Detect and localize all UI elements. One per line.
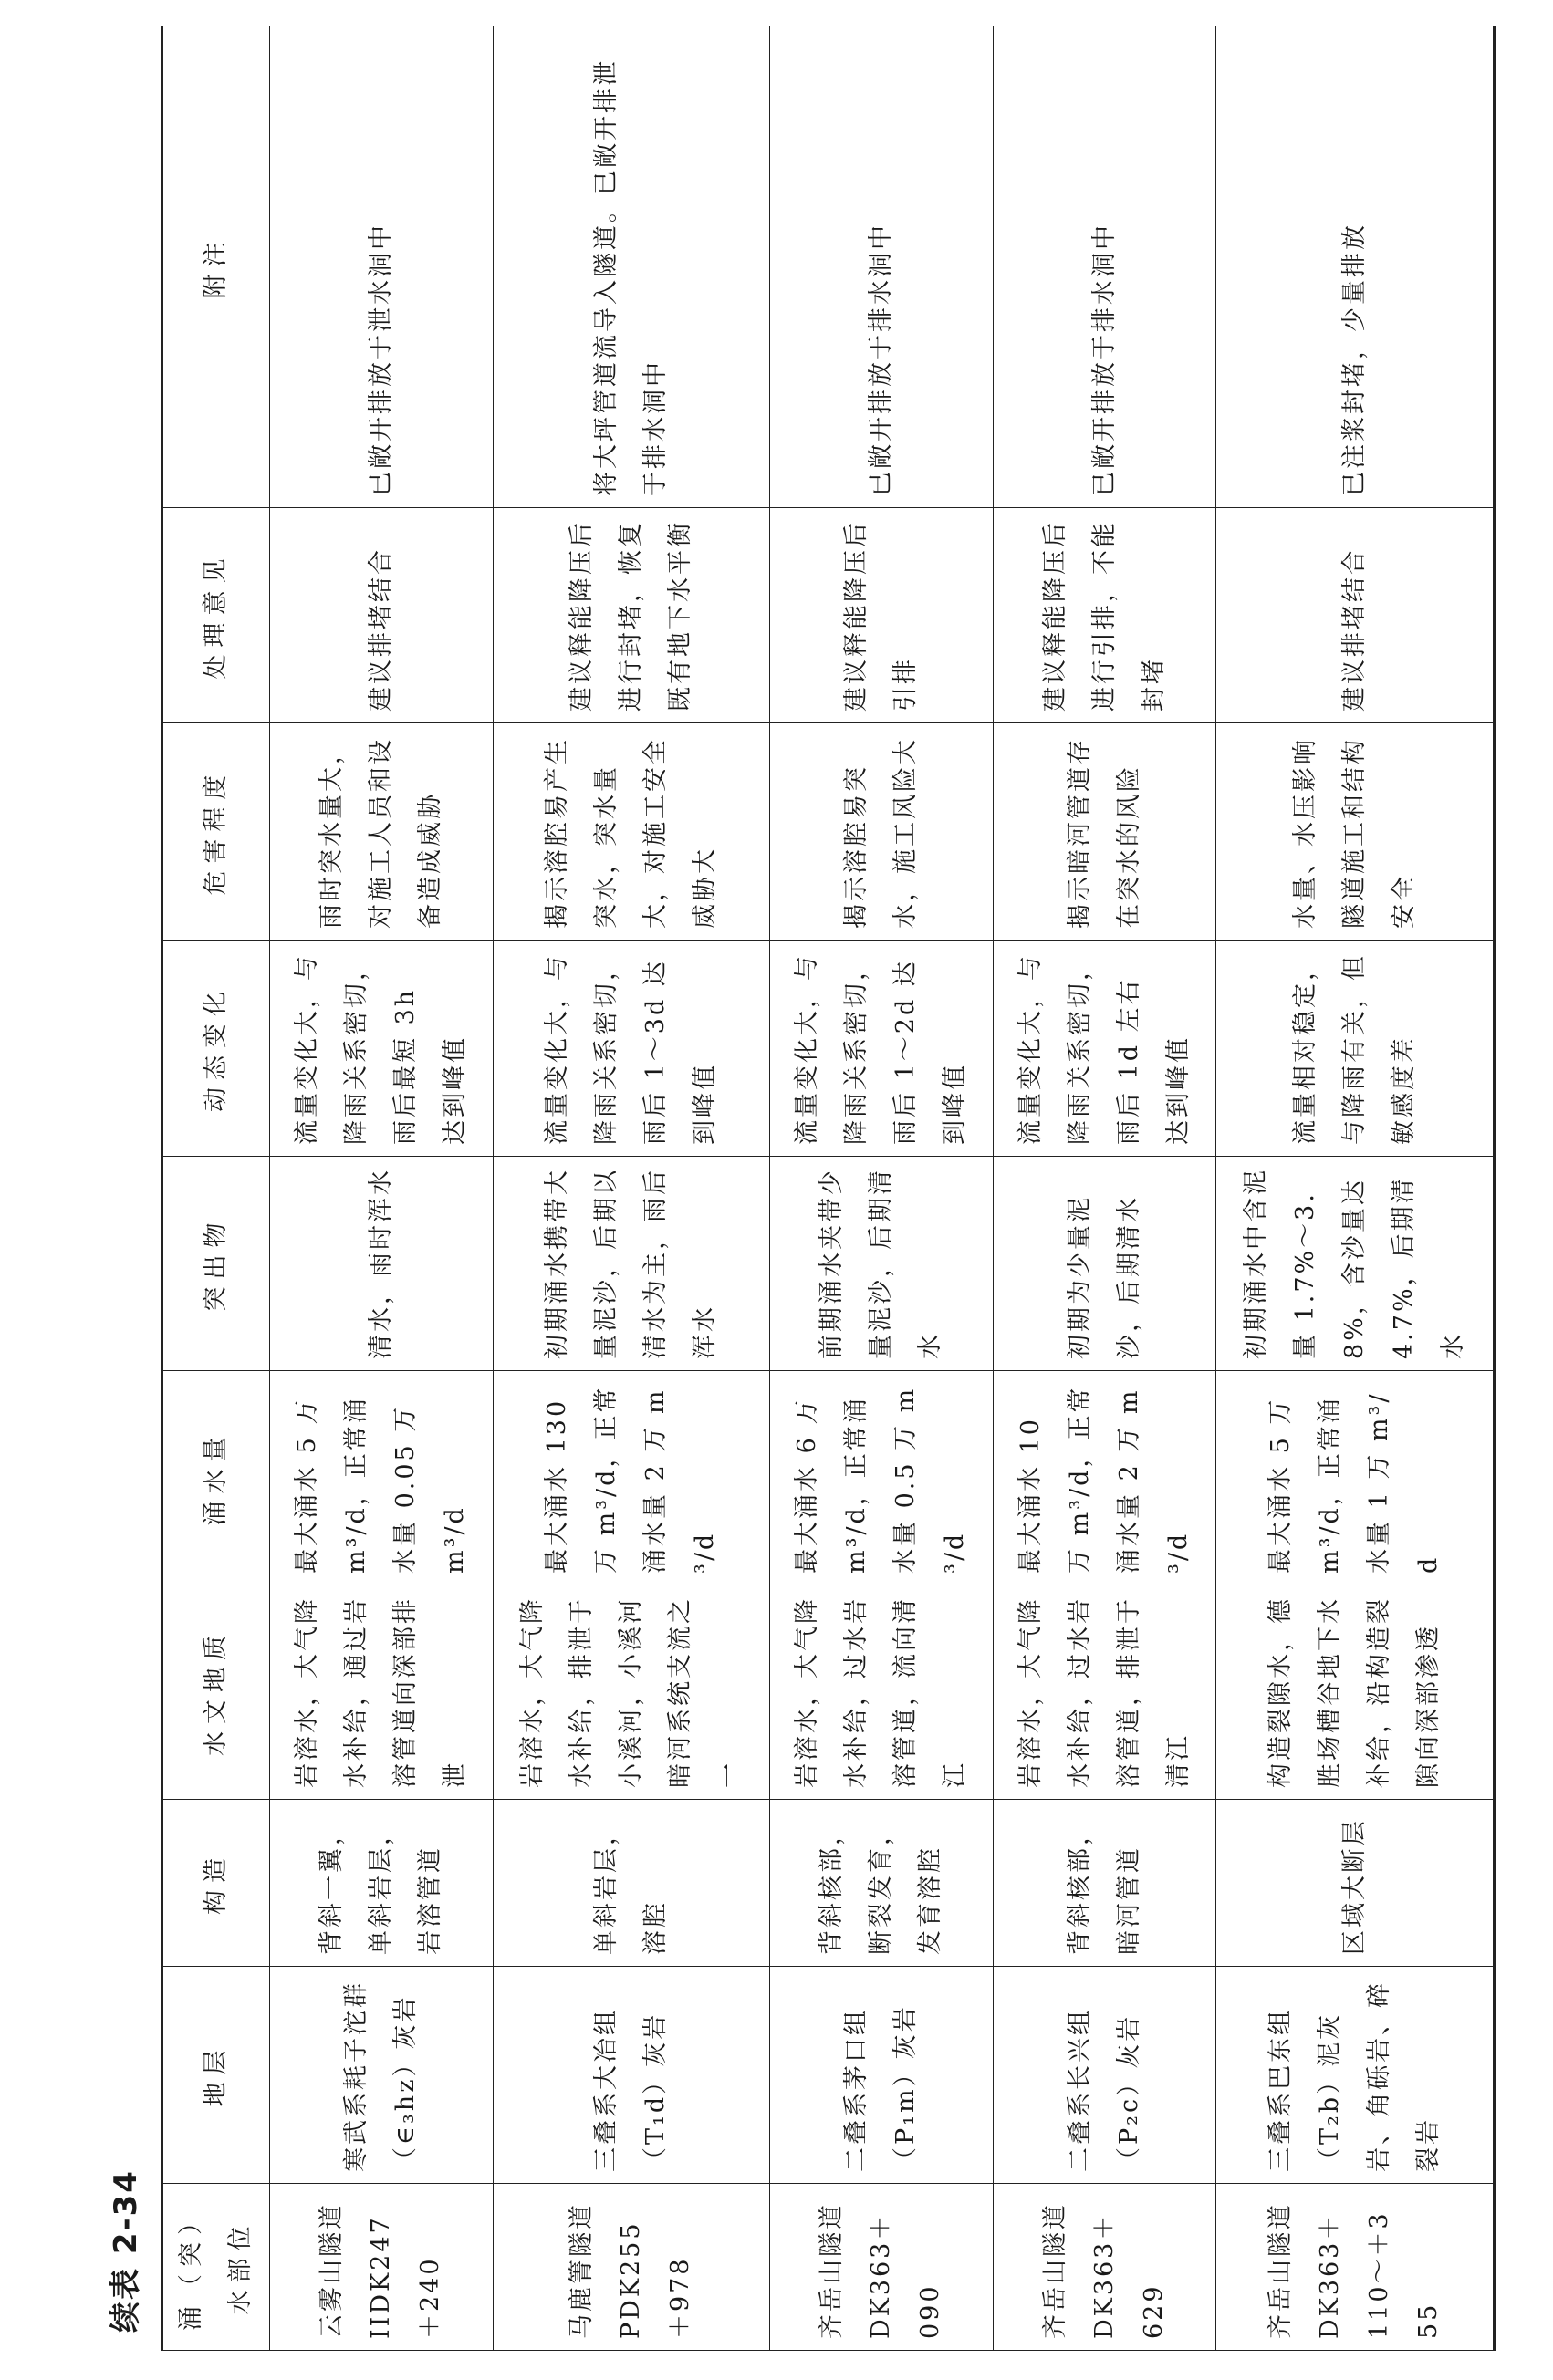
cell-hydrogeology: 岩溶水，大气降水补给，过水岩溶管道，流向清江 bbox=[770, 1585, 994, 1800]
header-structure: 构造 bbox=[162, 1800, 270, 1967]
cell-structure: 背斜核部，暗河管道 bbox=[993, 1800, 1216, 1967]
cell-inflow: 最大涌水 6 万 m³/d，正常涌水量 0.5 万 m³/d bbox=[770, 1371, 994, 1585]
cell-treatment: 建议排堵结合 bbox=[270, 508, 494, 723]
cell-hazard: 揭示溶腔易突水，施工风险大 bbox=[770, 723, 994, 941]
header-material: 突出物 bbox=[162, 1157, 270, 1371]
cell-treatment: 建议排堵结合 bbox=[1216, 508, 1495, 723]
cell-structure: 单斜岩层，溶腔 bbox=[493, 1800, 769, 1967]
table-caption: 续表 2-34 bbox=[108, 2169, 144, 2333]
cell-stratum: 二叠系长兴组（P₂c）灰岩 bbox=[993, 1967, 1216, 2184]
cell-remark: 已敞开排放于泄水洞中 bbox=[270, 26, 494, 508]
cell-location: 齐岳山隧道 DK363＋090 bbox=[770, 2184, 994, 2351]
cell-remark: 已敞开排放于排水洞中 bbox=[770, 26, 994, 508]
cell-inflow: 最大涌水 130 万 m³/d，正常涌水量 2 万 m³/d bbox=[493, 1371, 769, 1585]
cell-structure: 背斜一翼，单斜岩层，岩溶管道 bbox=[270, 1800, 494, 1967]
cell-hydrogeology: 构造裂隙水，德胜场槽谷地下水补给，沿构造裂隙向深部渗透 bbox=[1216, 1585, 1495, 1800]
cell-stratum: 三叠系巴东组（T₂b）泥灰岩、角砾岩、碎裂岩 bbox=[1216, 1967, 1495, 2184]
cell-remark: 已敞开排放于排水洞中 bbox=[993, 26, 1216, 508]
header-location: 涌（突）水部位 bbox=[162, 2184, 270, 2351]
cell-location: 云雾山隧道 IIDK247＋240 bbox=[270, 2184, 494, 2351]
cell-remark: 已注浆封堵，少量排放 bbox=[1216, 26, 1495, 508]
header-inflow: 涌水量 bbox=[162, 1371, 270, 1585]
cell-inflow: 最大涌水 10 万 m³/d，正常涌水量 2 万 m³/d bbox=[993, 1371, 1216, 1585]
cell-dynamics: 流量相对稳定，与降雨有关，但敏感度差 bbox=[1216, 941, 1495, 1157]
header-hazard: 危害程度 bbox=[162, 723, 270, 941]
header-hydrogeology: 水文地质 bbox=[162, 1585, 270, 1800]
header-remark: 附注 bbox=[162, 26, 270, 508]
cell-hazard: 水量、水压影响隧道施工和结构安全 bbox=[1216, 723, 1495, 941]
cell-hazard: 揭示暗河管道存在突水的风险 bbox=[993, 723, 1216, 941]
cell-hazard: 雨时突水量大，对施工人员和设备造成威胁 bbox=[270, 723, 494, 941]
cell-dynamics: 流量变化大，与降雨关系密切，雨后 1～2d 达到峰值 bbox=[770, 941, 994, 1157]
header-dynamics: 动态变化 bbox=[162, 941, 270, 1157]
cell-inflow: 最大涌水 5 万 m³/d，正常涌水量 0.05 万 m³/d bbox=[270, 1371, 494, 1585]
cell-treatment: 建议释能降压后引排 bbox=[770, 508, 994, 723]
cell-hydrogeology: 岩溶水，大气降水补给，排泄于小溪河，小溪河暗河系统支流之一 bbox=[493, 1585, 769, 1800]
cell-material: 前期涌水夹带少量泥沙，后期清水 bbox=[770, 1157, 994, 1371]
cell-stratum: 寒武系耗子沱群（∈₃hz）灰岩 bbox=[270, 1967, 494, 2184]
header-row bbox=[162, 26, 270, 2351]
cell-treatment: 建议释能降压后进行引排，不能封堵 bbox=[993, 508, 1216, 723]
cell-location: 齐岳山隧道 DK363＋110～＋355 bbox=[1216, 2184, 1495, 2351]
cell-material: 初期涌水中含泥量 1.7%～3.8%，含沙量达 4.7%，后期清水 bbox=[1216, 1157, 1495, 1371]
header-stratum: 地层 bbox=[162, 1967, 270, 2184]
cell-dynamics: 流量变化大，与降雨关系密切，雨后 1d 左右达到峰值 bbox=[993, 941, 1216, 1157]
cell-remark: 将大坪管道流导入隧道。已敞开排泄于排水洞中 bbox=[493, 26, 769, 508]
cell-hydrogeology: 岩溶水，大气降水补给，通过岩溶管道向深部排泄 bbox=[270, 1585, 494, 1800]
header-treatment: 处理意见 bbox=[162, 508, 270, 723]
table-row bbox=[993, 26, 1216, 2351]
cell-location: 齐岳山隧道 DK363＋629 bbox=[993, 2184, 1216, 2351]
water-inrush-table bbox=[161, 26, 1496, 2351]
table-row bbox=[270, 26, 494, 2351]
cell-stratum: 二叠系茅口组（P₁m）灰岩 bbox=[770, 1967, 994, 2184]
cell-location: 马鹿箐隧道 PDK255＋978 bbox=[493, 2184, 769, 2351]
cell-material: 初期为少量泥沙，后期清水 bbox=[993, 1157, 1216, 1371]
cell-dynamics: 流量变化大，与降雨关系密切，雨后 1～3d 达到峰值 bbox=[493, 941, 769, 1157]
cell-material: 清水，雨时浑水 bbox=[270, 1157, 494, 1371]
cell-material: 初期涌水携带大量泥沙，后期以清水为主，雨后浑水 bbox=[493, 1157, 769, 1371]
cell-hydrogeology: 岩溶水，大气降水补给，过水岩溶管道，排泄于清江 bbox=[993, 1585, 1216, 1800]
cell-inflow: 最大涌水 5 万 m³/d，正常涌水量 1 万 m³/d bbox=[1216, 1371, 1495, 1585]
cell-structure: 区域大断层 bbox=[1216, 1800, 1495, 1967]
cell-treatment: 建议释能降压后进行封堵，恢复既有地下水平衡 bbox=[493, 508, 769, 723]
cell-dynamics: 流量变化大，与降雨关系密切，雨后最短 3h 达到峰值 bbox=[270, 941, 494, 1157]
table-row bbox=[770, 26, 994, 2351]
table-row bbox=[493, 26, 769, 2351]
cell-hazard: 揭示溶腔易产生突水，突水量大，对施工安全威胁大 bbox=[493, 723, 769, 941]
cell-structure: 背斜核部，断裂发育，发育溶腔 bbox=[770, 1800, 994, 1967]
table-row bbox=[1216, 26, 1495, 2351]
cell-stratum: 三叠系大冶组（T₁d）灰岩 bbox=[493, 1967, 769, 2184]
